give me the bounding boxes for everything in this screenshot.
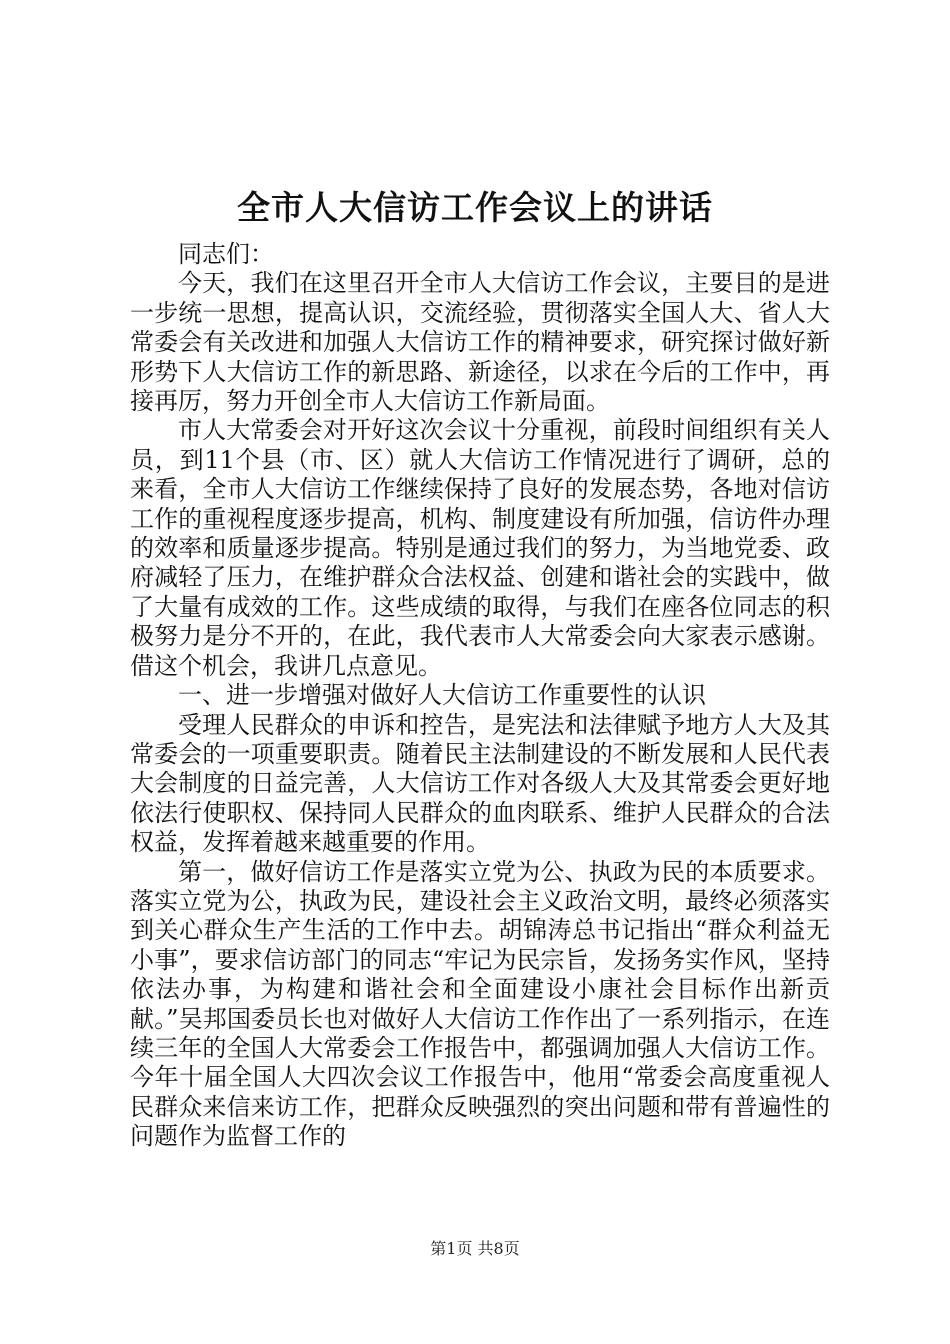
document-title: 全市人大信访工作会议上的讲话: [237, 188, 713, 227]
body-paragraph: 市人大常委会对开好这次会议十分重视，前段时间组织有关人员，到11个县（市、区）就人大信访工作情况进行了调研，总的来看，全市人大信访工作继续保持了良好的发展态势，各地对信访工作的重视程度逐步提高，机构、制度建设有所加强，信访件办理的效率和质量逐步提高。特别是通过我们的努力，为当地党委、政府减轻了压力，在维护群众合法权益、创建和谐社会的实践中，做了大量有成效的工作。这些成绩的取得，与我们在座各位同志的积极努力是分不开的，在此，我代表市人大常委会向大家表示感谢。借这个机会，我讲几点意见。: [130, 416, 830, 680]
body-paragraph: 第一，做好信访工作是落实立党为公、执政为民的本质要求。落实立党为公，执政为民，建设社会主义政治文明，最终必须落实到关心群众生产生活的工作中去。胡锦涛总书记指出“群众利益无小事”，要求信访部门的同志“牢记为民宗旨，发扬务实作风，坚持依法办事，为构建和谐社会和全面建设小康社会目标作出新贡献。”吴邦国委员长也对做好人大信访工作作出了一系列指示，在连续三年的全国人大常委会工作报告中，都强调加强人大信访工作。今年十届全国人大四次会议工作报告中，他用“常委会高度重视人民群众来信来访工作，把群众反映强烈的突出问题和带有普遍性的问题作为监督工作的: [130, 857, 830, 1151]
document-body: [130, 240, 830, 1152]
page-number-footer: 第1页 共8页: [430, 1239, 520, 1258]
body-paragraph: 今天，我们在这里召开全市人大信访工作会议，主要目的是进一步统一思想，提高认识，交流经验，贯彻落实全国人大、省人大常委会有关改进和加强人大信访工作的精神要求，研究探讨做好新形势下人大信访工作的新思路、新途径，以求在今后的工作中，再接再厉，努力开创全市人大信访工作新局面。: [130, 269, 830, 416]
section-heading: 一、进一步增强对做好人大信访工作重要性的认识: [178, 681, 706, 710]
salutation-paragraph: 同志们：: [178, 240, 274, 268]
body-paragraph: 受理人民群众的申诉和控告，是宪法和法律赋予地方人大及其常委会的一项重要职责。随着民主法制建设的不断发展和人民代表大会制度的日益完善，人大信访工作对各级人大及其常委会更好地依法行使职权、保持同人民群众的血肉联系、维护人民群众的合法权益，发挥着越来越重要的作用。: [130, 710, 830, 857]
